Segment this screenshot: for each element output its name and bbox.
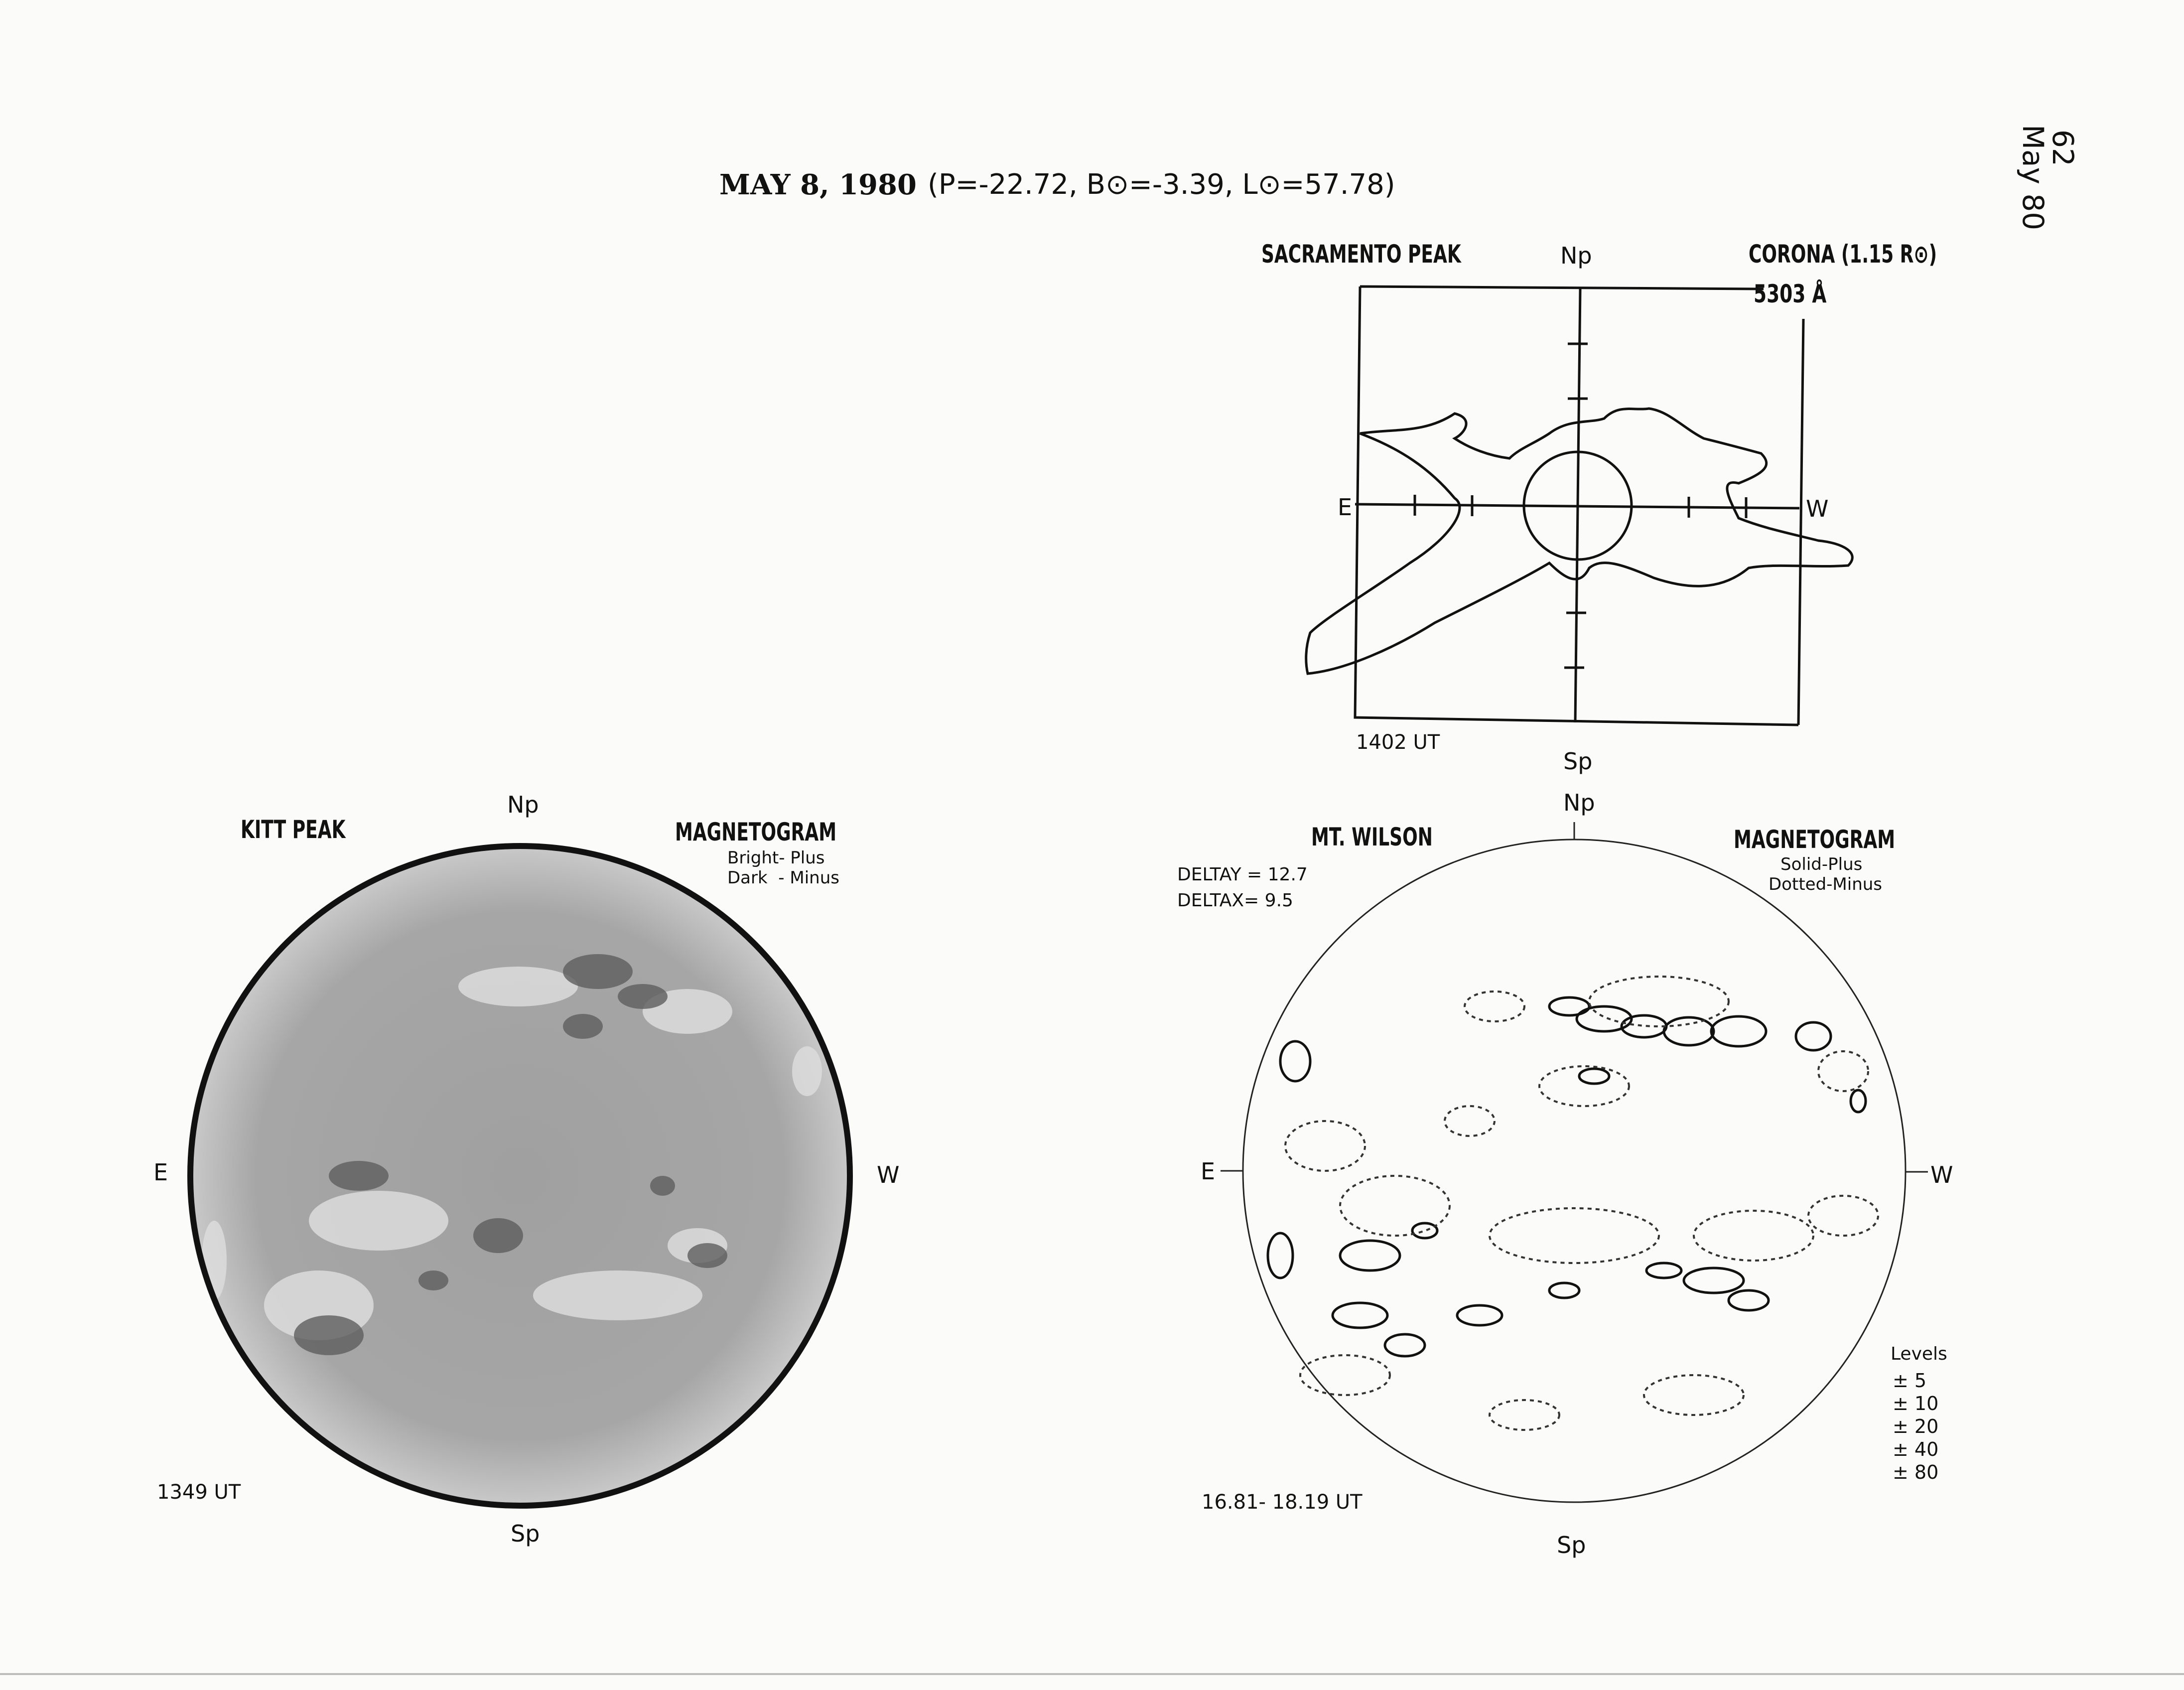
mt-wilson-deltay: DELTAY = 12.7 <box>1177 864 1308 885</box>
mt-wilson-south-label: Sp <box>1557 1532 1586 1558</box>
page-bottom-edge <box>0 1673 2184 1675</box>
level-item: ± 10 <box>1893 1393 1939 1414</box>
kitt-peak-legend-plus: Bright- Plus <box>727 848 825 868</box>
mt-wilson-legend-minus: Dotted-Minus <box>1769 874 1883 894</box>
mt-wilson-north-label: Np <box>1563 789 1595 816</box>
mt-wilson-legend-plus: Solid-Plus <box>1780 854 1863 874</box>
corona-south-label: Sp <box>1563 748 1593 775</box>
corona-west-label: W <box>1806 495 1829 522</box>
kitt-peak-title: MAGNETOGRAM <box>675 818 837 846</box>
corona-title: CORONA (1.15 R⊙) <box>1749 240 1937 269</box>
mt-wilson-negative-contours <box>1285 977 1878 1430</box>
corona-north-label: Np <box>1560 242 1592 269</box>
kitt-peak-south-label: Sp <box>511 1520 540 1547</box>
kitt-peak-observatory: KITT PEAK <box>241 815 346 844</box>
mt-wilson-title: MAGNETOGRAM <box>1734 825 1896 854</box>
kitt-peak-east-label: E <box>153 1159 168 1186</box>
corona-observatory: SACRAMENTO PEAK <box>1261 240 1461 269</box>
solar-parameters: (P=-22.72, B⊙=-3.39, L⊙=57.78) <box>928 168 1395 201</box>
page-title: MAY 8, 1980 <box>719 168 917 201</box>
level-item: ± 5 <box>1893 1370 1927 1392</box>
level-item: ± 40 <box>1893 1438 1939 1460</box>
kitt-peak-north-label: Np <box>507 791 539 818</box>
level-item: ± 80 <box>1893 1461 1939 1483</box>
mt-wilson-limb <box>1243 840 1906 1502</box>
corona-time: 1402 UT <box>1356 731 1440 754</box>
mt-wilson-time: 16.81- 18.19 UT <box>1202 1491 1363 1514</box>
corona-wavelength: 5303 Å <box>1754 280 1827 308</box>
date-label: May 80 <box>2016 125 2050 231</box>
levels-title: Levels <box>1891 1344 1947 1364</box>
mt-wilson-positive-contours <box>1268 997 1866 1356</box>
mt-wilson-levels-legend <box>1891 1345 1950 1490</box>
kitt-peak-west-label: W <box>877 1161 900 1188</box>
mt-wilson-observatory: MT. WILSON <box>1311 823 1433 851</box>
kitt-peak-legend-minus: Dark - Minus <box>727 868 839 888</box>
mt-wilson-east-label: E <box>1201 1158 1216 1185</box>
level-item: ± 20 <box>1893 1415 1939 1437</box>
page-number: 62 <box>2046 130 2080 166</box>
kitt-peak-time: 1349 UT <box>157 1481 241 1504</box>
mt-wilson-deltax: DELTAX= 9.5 <box>1177 890 1293 911</box>
corona-east-label: E <box>1338 494 1353 521</box>
mt-wilson-west-label: W <box>1930 1161 1953 1188</box>
